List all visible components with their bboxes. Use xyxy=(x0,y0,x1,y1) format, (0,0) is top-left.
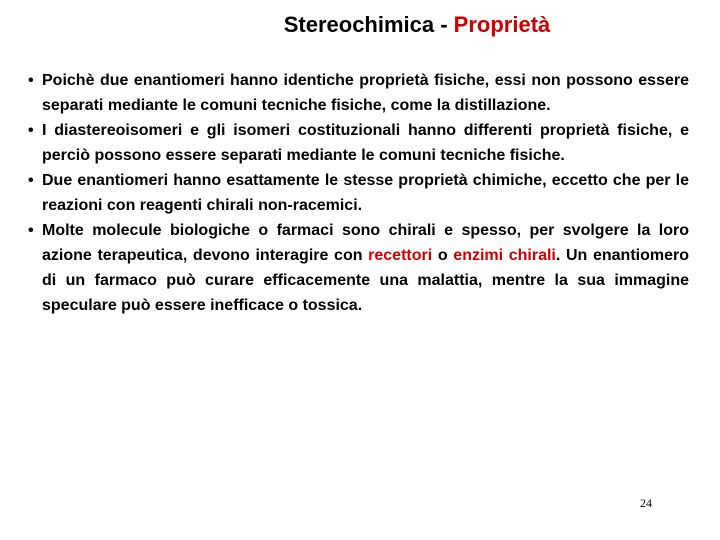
bullet-item xyxy=(0,68,689,118)
bullet-text: Due enantiomeri hanno esattamente le stesse proprietà chimiche, eccetto che per le reazioni con reagenti chirali non-racemici. xyxy=(42,172,689,214)
bullet-text-part: . Un enantiomero di un farmaco può curare efficacemente una malattia, mentre la sua immagine speculare può essere inefficace o tossica. xyxy=(42,247,690,314)
bullet-text-part: o xyxy=(432,247,454,264)
bullet-text: Poichè due enantiomeri hanno identiche proprietà fisiche, essi non possono essere separati mediante le comuni tecniche fisiche, come la distillazione. xyxy=(42,72,689,114)
highlight-enzimi-chirali: enzimi chirali xyxy=(453,247,556,264)
bullet-dot: • xyxy=(28,122,34,139)
bullet-dot: • xyxy=(28,222,34,239)
bullet-item xyxy=(0,218,689,318)
page-number: 24 xyxy=(640,496,652,510)
bullet-dot: • xyxy=(28,172,34,189)
bullet-text-part: Molte molecule biologiche o farmaci sono chirali e spesso, per svolgere la loro azione terapeutica, devono interagire con xyxy=(42,222,689,264)
highlight-recettori: recettori xyxy=(368,247,433,264)
bullet-dot: • xyxy=(28,72,34,89)
title-main: Stereochimica - xyxy=(283,12,454,37)
bullet-item xyxy=(0,118,689,168)
slide-title xyxy=(0,12,720,38)
bullet-item xyxy=(0,168,689,218)
bullet-text: I diastereoisomeri e gli isomeri costituzionali hanno differenti proprietà fisiche, e perciò possono essere separati mediante le comuni tecniche fisiche. xyxy=(42,122,689,164)
bullet-list xyxy=(0,68,720,318)
title-accent: Proprietà xyxy=(453,12,551,37)
